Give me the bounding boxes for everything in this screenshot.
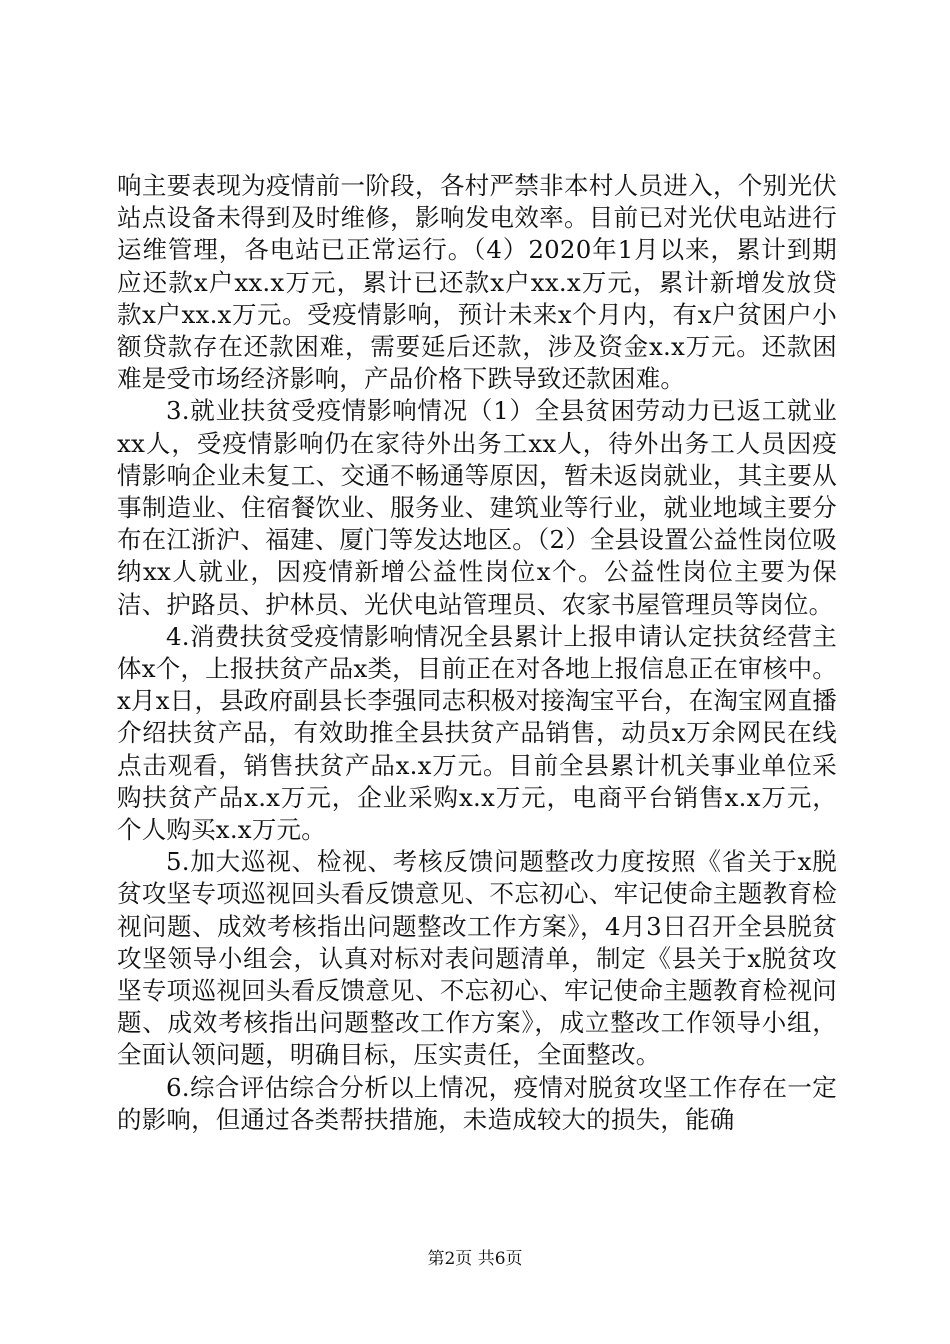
document-body — [117, 170, 837, 1136]
paragraph-continuation: 响主要表现为疫情前一阶段，各村严禁非本村人员进入，个别光伏站点设备未得到及时维修，影响发电效率。目前已对光伏电站进行运维管理，各电站已正常运行。（4）2020年1月以来，累计到期应还款x户xx.x万元，累计已还款x户xx.x万元，累计新增发放贷款x户xx.x万元。受疫情影响，预计未来x个月内，有x户贫困户小额贷款存在还款困难，需要延后还款，涉及资金x.x万元。还款困难是受市场经济影响，产品价格下跌导致还款困难。 — [117, 171, 837, 394]
page-number-footer: 第2页 共6页 — [427, 1249, 523, 1269]
paragraph-employment-poverty-alleviation: 3.就业扶贫受疫情影响情况（1）全县贫困劳动力已返工就业xx人，受疫情影响仍在家待外出务工xx人，待外出务工人员因疫情影响企业未复工、交通不畅通等原因，暂未返岗就业，其主要从事制造业、住宿餐饮业、服务业、建筑业等行业，就业地域主要分布在江浙沪、福建、厦门等发达地区。（2）全县设置公益性岗位吸纳xx人就业，因疫情新增公益性岗位x个。公益性岗位主要为保洁、护路员、护林员、光伏电站管理员、农家书屋管理员等岗位。 — [117, 396, 837, 619]
paragraph-consumption-poverty-alleviation: 4.消费扶贫受疫情影响情况全县累计上报申请认定扶贫经营主体x个，上报扶贫产品x类，目前正在对各地上报信息正在审核中。x月x日，县政府副县长李强同志积极对接淘宝平台，在淘宝网直播介绍扶贫产品，有效助推全县扶贫产品销售，动员x万余网民在线点击观看，销售扶贫产品x.x万元。目前全县累计机关事业单位采购扶贫产品x.x万元，企业采购x.x万元，电商平台销售x.x万元，个人购买x.x万元。 — [117, 621, 837, 845]
paragraph-rectification: 5.加大巡视、检视、考核反馈问题整改力度按照《省关于x脱贫攻坚专项巡视回头看反馈意见、不忘初心、牢记使命主题教育检视问题、成效考核指出问题整改工作方案》，4月3日召开全县脱贫攻坚领导小组会，认真对标对表问题清单，制定《县关于x脱贫攻坚专项巡视回头看反馈意见、不忘初心、牢记使命主题教育检视问题、成效考核指出问题整改工作方案》，成立整改工作领导小组，全面认领问题，明确目标，压实责任，全面整改。 — [117, 847, 837, 1070]
paragraph-comprehensive-assessment: 6.综合评估综合分析以上情况，疫情对脱贫攻坚工作存在一定的影响，但通过各类帮扶措施，未造成较大的损失，能确 — [117, 1072, 837, 1134]
